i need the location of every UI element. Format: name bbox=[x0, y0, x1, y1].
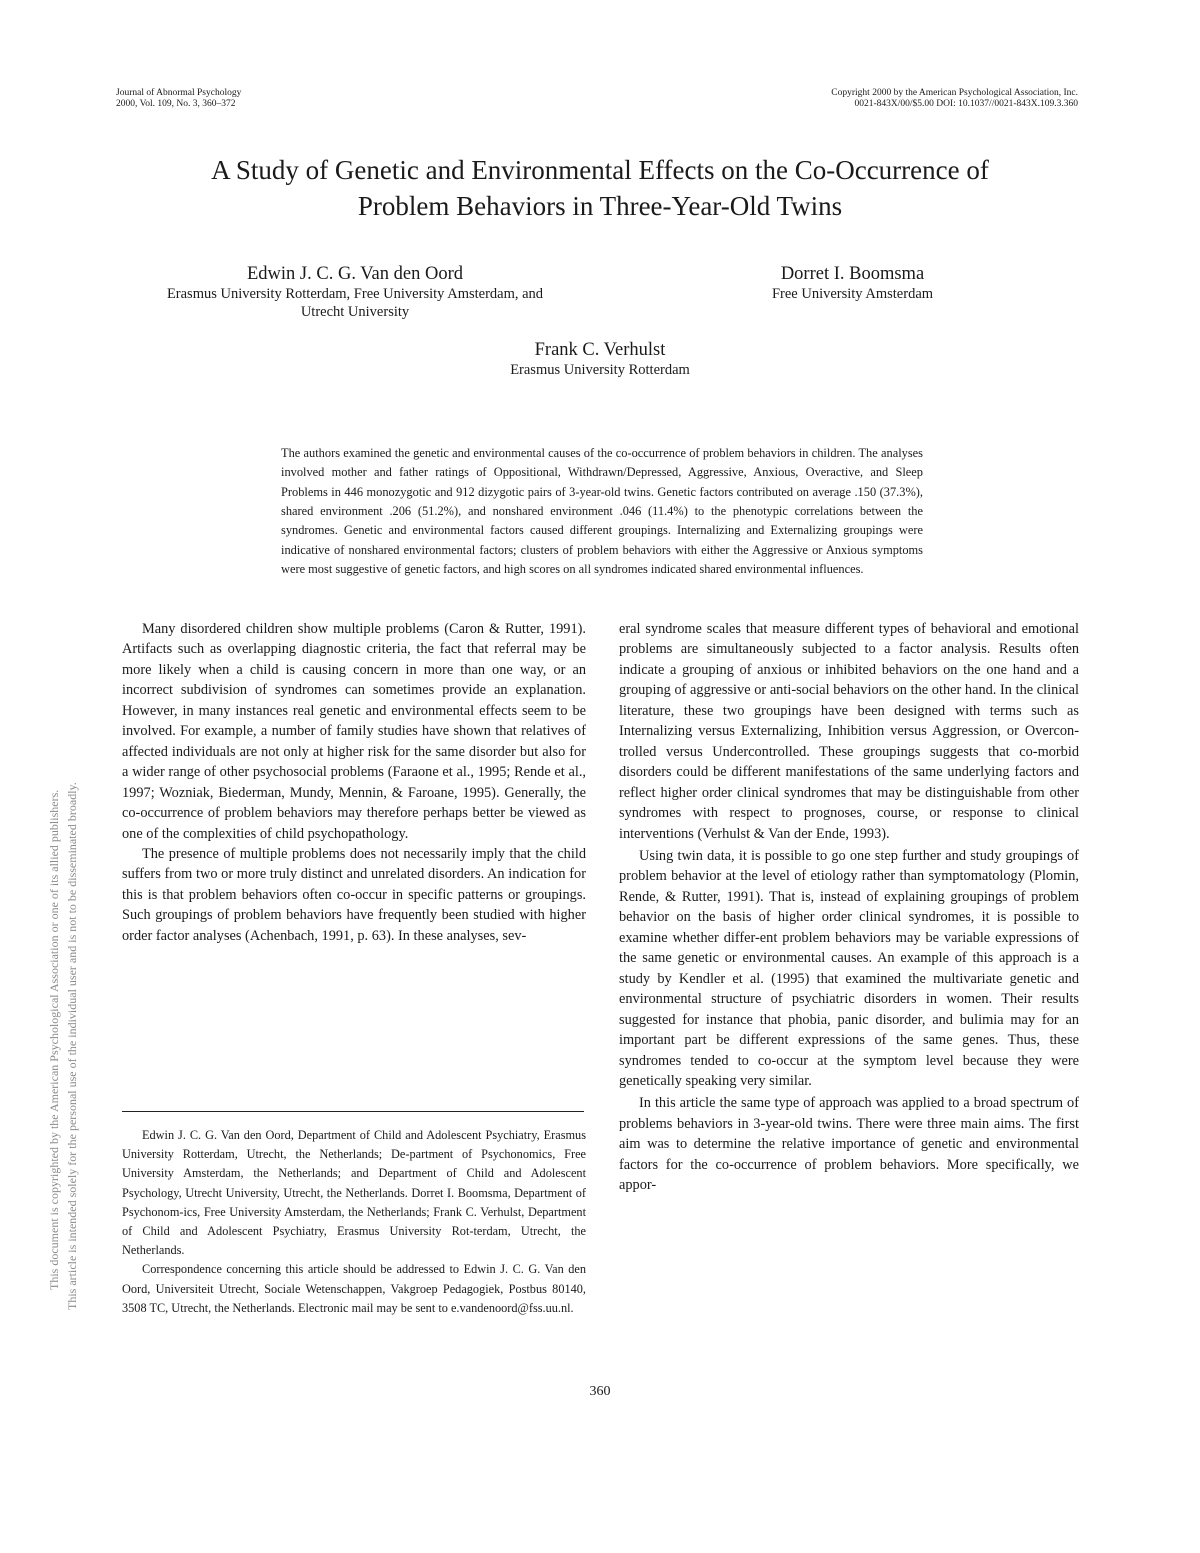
body-column-left bbox=[122, 619, 586, 946]
page-number: 360 bbox=[589, 1384, 611, 1399]
abstract: The authors examined the genetic and environmental causes of the co-occurrence of problem behaviors in children. The analyses involved mother and father ratings of Oppositional, Withdrawn/Depressed, Aggressive, Anxious, Overactive, and Sleep Problems in 446 monozygotic and 912 dizygotic pairs of 3-year-old twins. Genetic factors contributed on average .150 (37.3%), shared environment .206 (51.2%), and nonshared environment .046 (11.4%) to the phenotypic correlations between the syndromes. Genetic and environmental factors caused different groupings. Internalizing and Externalizing groupings were indicative of nonshared environmental factors; clusters of problem behaviors with either the Aggressive or Anxious symptoms were most suggestive of genetic factors, and high scores on all syndromes indicated shared environmental influences. bbox=[281, 446, 923, 577]
body-paragraph: The presence of multiple problems does not necessarily imply that the child suffers from two or more truly distinct and unrelated disorders. An indication for this is that problem behaviors often co-occur in specific patterns or groupings. Such groupings of problem behaviors have frequently been studied with higher order factor analyses (Achenbach, 1991, p. 63). In these analyses, sev- bbox=[122, 845, 586, 944]
author-note bbox=[122, 1126, 586, 1318]
author-block-verhulst bbox=[400, 339, 800, 379]
copyright-notice bbox=[831, 88, 1078, 110]
author-block-van-den-oord bbox=[110, 263, 600, 321]
journal-volume: 2000, Vol. 109, No. 3, 360–372 bbox=[116, 99, 236, 109]
copyright-line: Copyright 2000 by the American Psychological Association, Inc. bbox=[831, 88, 1078, 98]
body-paragraph: eral syndrome scales that measure different types of behavioral and emotional problems are simultaneously subjected to a factor analysis. Results often indicate a grouping of anxious or inhibited behaviors on the one hand and a grouping of aggressive or anti-social behaviors on the other hand. In the clinical literature, these two groupings have been designed with terms such as Internalizing versus Externalizing, Inhibition versus Aggression, or Overcon-trolled versus Undercontrolled. These groupings suggests that co-morbid disorders could be different manifestations of the same underlying factors and reflect higher order clinical syndromes that may be distinguishable from other syndromes with respect to prognoses, course, or response to clinical interventions (Verhulst & Van der Ende, 1993). bbox=[619, 621, 1079, 842]
footnote-divider bbox=[122, 1111, 584, 1112]
title-line-1: A Study of Genetic and Environmental Effects on the Co-Occurrence of bbox=[211, 155, 989, 185]
author-affiliation: Erasmus University Rotterdam bbox=[510, 362, 690, 378]
author-name: Frank C. Verhulst bbox=[534, 340, 666, 360]
doi-line: 0021-843X/00/$5.00 DOI: 10.1037//0021-843X.109.3.360 bbox=[854, 99, 1078, 109]
author-name: Edwin J. C. G. Van den Oord bbox=[247, 264, 463, 284]
body-paragraph: Using twin data, it is possible to go one step further and study groupings of problem behavior at the level of etiology rather than symptomatology (Plomin, Rende, & Rutter, 1991). That is, instead of explaining groupings of problem behavior on the basis of higher order clinical syndromes, it is possible to examine whether differ-ent problem behaviors may be variable expressions of the same genetic or environmental causes. An example of this approach is a study by Kendler et al. (1995) that examined the multivariate genetic and environmental structure of psychiatric disorders in women. Their results suggested for instance that phobia, panic disorder, and bulimia may for an important part be different expressions of the same genes. Thus, these syndromes tended to co-occur at the symptom level because they were genetically speaking very similar. bbox=[619, 847, 1079, 1089]
author-block-boomsma bbox=[700, 263, 1005, 303]
body-column-right bbox=[619, 619, 1079, 1196]
journal-name: Journal of Abnormal Psychology bbox=[116, 88, 242, 98]
margin-usage-notice: This article is intended solely for the personal use of the individual user and is not to be disseminated broadly. bbox=[65, 782, 79, 1310]
article-title bbox=[100, 152, 1100, 224]
journal-citation bbox=[116, 88, 241, 110]
body-paragraph: Many disordered children show multiple problems (Caron & Rutter, 1991). Artifacts such as overlapping diagnostic criteria, the fact that referral may be more likely when a child is causing concern in more than one way, or an incorrect subdivision of syndromes can sometimes provide an explanation. However, in many instances real genetic and environmental effects seem to be involved. For example, a number of family studies have shown that relatives of affected individuals are not only at higher risk for the same disorder but also for a wider range of other psychosocial problems (Faraone et al., 1995; Rende et al., 1997; Wozniak, Biederman, Mundy, Mennin, & Faroane, 1995). Generally, the co-occurrence of problem behaviors may therefore perhaps better be viewed as one of the complexities of child psychopathology. bbox=[122, 621, 586, 842]
author-name: Dorret I. Boomsma bbox=[780, 264, 925, 284]
body-paragraph: In this article the same type of approach was applied to a broad spectrum of problems behaviors in 3-year-old twins. There were three main aims. The first aim was to determine the relative importance of genetic and environmental factors for the co-occurrence of problem behaviors. More specifically, we appor- bbox=[619, 1095, 1079, 1194]
margin-copyright-notice: This document is copyrighted by the American Psychological Association or one of its allied publishers. bbox=[47, 789, 61, 1290]
author-affiliation: Erasmus University Rotterdam, Free University Amsterdam, and bbox=[166, 286, 544, 302]
footnote-paragraph: Edwin J. C. G. Van den Oord, Department of Child and Adolescent Psychiatry, Erasmus University Rotterdam, Utrecht, the Netherlands; De-partment of Psychonomics, Free University Amsterdam, the Netherlands; and Department of Child and Adolescent Psychology, Utrecht University, Utrecht, the Netherlands. Dorret I. Boomsma, Department of Psychonom-ics, Free University Amsterdam, the Netherlands; Frank C. Verhulst, Department of Child and Adolescent Psychiatry, Erasmus University Rot-terdam, Utrecht, the Netherlands. bbox=[122, 1128, 586, 1258]
author-affiliation: Free University Amsterdam bbox=[771, 286, 934, 302]
title-line-2: Problem Behaviors in Three-Year-Old Twins bbox=[357, 191, 843, 221]
author-affiliation: Utrecht University bbox=[300, 304, 410, 320]
footnote-paragraph: Correspondence concerning this article should be addressed to Edwin J. C. G. Van den Oord, Universiteit Utrecht, Sociale Wetenschappen, Vakgroep Pedagogiek, Postbus 80140, 3508 TC, Utrecht, the Netherlands. Electronic mail may be sent to e.vandenoord@fss.uu.nl. bbox=[122, 1262, 586, 1315]
